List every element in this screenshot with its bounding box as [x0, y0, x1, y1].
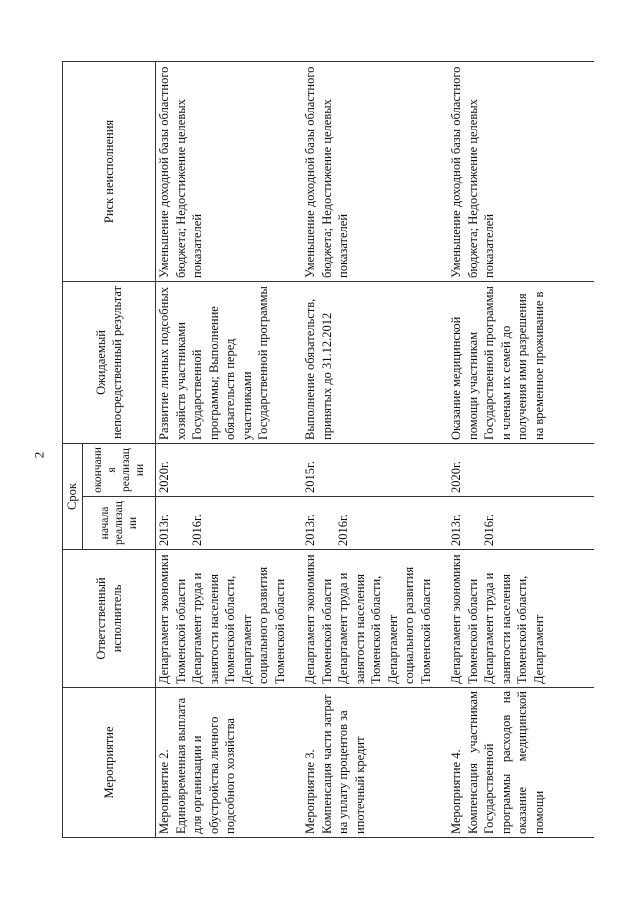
table-row	[448, 61, 594, 837]
header-term: Срок	[63, 443, 83, 549]
executor-cell	[156, 550, 303, 688]
end-cell: 2015г.	[302, 443, 448, 496]
start-year-second: 2016г.	[189, 514, 204, 546]
executor-secondary: Департамент труда и занятости населения Тюменской области, Департамент социального развития Тюменской области	[336, 566, 433, 684]
result-cell: Выполнение обязательств, принятых до 31.12.2012	[302, 281, 448, 443]
header-activity: Мероприятие	[63, 688, 156, 838]
executor-cell	[448, 550, 594, 688]
executor-primary: Департамент экономики Тюменской области	[449, 554, 480, 684]
risk-cell: Уменьшение доходной базы областного бюджета; Недостижение целевых показателей	[302, 61, 448, 281]
activity-title: Мероприятие 3.	[303, 749, 317, 834]
activity-text: Единовременная выплата для организации и обустройства личного подсобного хозяйства	[173, 697, 237, 834]
header-result: Ожидаемый непосредственный результат	[63, 281, 156, 443]
start-year-second: 2016г.	[335, 514, 350, 546]
end-cell: 2020г.	[156, 443, 303, 496]
activity-cell	[156, 688, 303, 838]
header-end: окончани я реализац ии	[83, 443, 156, 496]
executor-secondary: Департамент труда и занятости населения Тюменской области, Департамент социального развития Тюменской области	[190, 566, 287, 684]
activity-title: Мероприятие 4.	[449, 749, 463, 834]
result-cell: Развитие личных подсобных хозяйств участниками Государственной программы; Выполнение обязательств перед участниками Государственной программы	[156, 281, 303, 443]
activity-cell	[448, 688, 594, 838]
table-row	[302, 61, 448, 837]
header-risk: Риск неисполнения	[63, 61, 156, 281]
risk-cell: Уменьшение доходной базы областного бюджета; Недостижение целевых показателей	[156, 61, 303, 281]
activity-title: Мероприятие 2.	[157, 749, 171, 834]
start-cell	[156, 497, 303, 550]
result-cell: Оказание медицинской помощи участникам Государственной программы и членам их семей до получения ими разрешения на временное проживание в	[448, 281, 594, 443]
start-cell	[302, 497, 448, 550]
executor-cell	[302, 550, 448, 688]
measures-table	[62, 61, 594, 838]
risk-cell: Уменьшение доходной базы областного бюджета; Недостижение целевых показателей	[448, 61, 594, 281]
page-number: 2	[31, 451, 47, 459]
table-row	[156, 61, 303, 837]
executor-primary: Департамент экономики Тюменской области	[157, 554, 188, 684]
executor-primary: Департамент экономики Тюменской области	[303, 554, 334, 684]
activity-text: Компенсация участникам Государственной программы расходов на оказание медицинской помощи	[465, 691, 546, 834]
start-year-second: 2016г.	[481, 514, 496, 546]
start-year: 2013г.	[157, 514, 171, 546]
header-start: начала реализац ии	[83, 497, 156, 550]
document-table-container	[62, 62, 598, 838]
activity-cell	[302, 688, 448, 838]
start-cell	[448, 497, 594, 550]
header-executor: Ответственный исполнитель	[63, 550, 156, 688]
end-cell: 2020г.	[448, 443, 594, 496]
start-year: 2013г.	[449, 514, 463, 546]
executor-secondary: Департамент труда и занятости населения Тюменской области, Департамент	[482, 572, 546, 684]
activity-text: Компенсация части затрат на уплату процентов за ипотечный кредит	[319, 694, 367, 834]
start-year: 2013г.	[303, 514, 317, 546]
